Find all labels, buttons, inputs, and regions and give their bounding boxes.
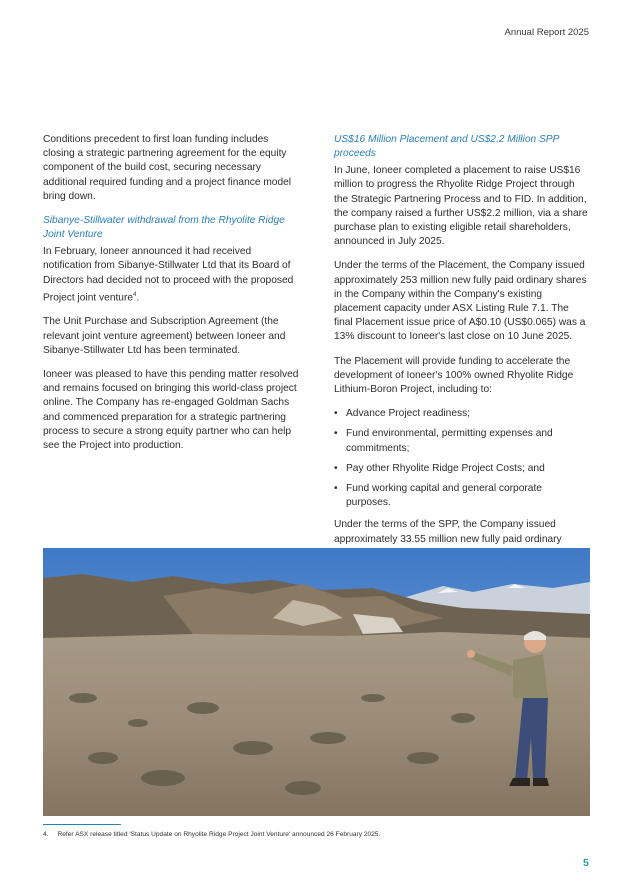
sibanye-paragraph-3: Ioneer was pleased to have this pending matter resolved and remains focused on bringing this world-class project online. The Company has re-engaged Goldman Sachs and commenced preparation for a strategic partnering process to secure a strong equity partner who can help see the Project into production. xyxy=(43,369,299,452)
bullet-item: • Fund environmental, permitting expenses and commitments; xyxy=(334,427,588,455)
desert-landscape-image xyxy=(43,548,590,816)
sibanye-subheading: Sibanye-Stillwater withdrawal from the Rhyolite Ridge Joint Venture xyxy=(43,215,285,240)
placement-paragraph-4: Under the terms of the SPP, the Company issued approximately 33.55 million new fully paid ordinary xyxy=(334,519,562,545)
sibanye-paragraph-1-text: In February, Ioneer announced it had received notification from Sibanye-Stillwater Ltd that its Board of Directors had decided not to proceed with the proposed Project joint venture xyxy=(43,246,294,304)
bullet-item: • Fund working capital and general corporate purposes. xyxy=(334,482,588,510)
sibanye-paragraph-2: The Unit Purchase and Subscription Agreement (the relevant joint venture agreement) between Ioneer and Sibanye-Stillwater Ltd has been terminated. xyxy=(43,316,286,356)
placement-paragraph-1: In June, Ioneer completed a placement to raise US$16 million to progress the Rhyolite Ridge Project through the Strategic Partnering Process and to FID. In addition, the company raised a further US$2.2 million, via a share purchase plan to existing eligible retail shareholders, announced in July 2025. xyxy=(334,165,588,248)
footnote-reference[interactable]: 4 xyxy=(133,291,137,298)
footnote-text: Refer ASX release titled 'Status Update on Rhyolite Ridge Project Joint Venture' announced 26 February 2025. xyxy=(57,831,381,838)
header-title: Annual Report 2025 xyxy=(504,27,589,38)
bullet-item: • Advance Project readiness; xyxy=(334,407,588,421)
placement-paragraph-2: Under the terms of the Placement, the Company issued approximately 253 million new fully paid ordinary shares in the Company within the Company's existing placement capacity under ASX Listing Rule 7.1. The final Placement issue price of A$0.10 (US$0.065) was a 13% discount to Ioneer's last close on 10 June 2025. xyxy=(334,260,587,343)
footnote-divider xyxy=(43,824,121,825)
placement-bullet-list xyxy=(334,407,588,510)
footnote-number: 4. xyxy=(43,831,49,838)
sibanye-paragraph-1 xyxy=(43,245,301,305)
sibanye-paragraph-1-end: . xyxy=(136,292,140,304)
intro-paragraph: Conditions precedent to first loan funding includes closing a strategic partnering agreement for the equity component of the build cost, securing necessary additional required funding and a project finance model bring down. xyxy=(43,134,292,202)
placement-subheading: US$16 Million Placement and US$2.2 Million SPP proceeds xyxy=(334,134,559,159)
page-number: 5 xyxy=(583,857,589,869)
left-column xyxy=(43,133,301,463)
right-column xyxy=(334,133,588,585)
footnote xyxy=(43,831,380,838)
placement-paragraph-3: The Placement will provide funding to accelerate the development of Ioneer's 100% owned Rhyolite Ridge Lithium-Boron Project, including to: xyxy=(334,355,574,396)
bullet-item: • Pay other Rhyolite Ridge Project Costs; and xyxy=(334,462,588,476)
site-photo xyxy=(43,548,590,816)
